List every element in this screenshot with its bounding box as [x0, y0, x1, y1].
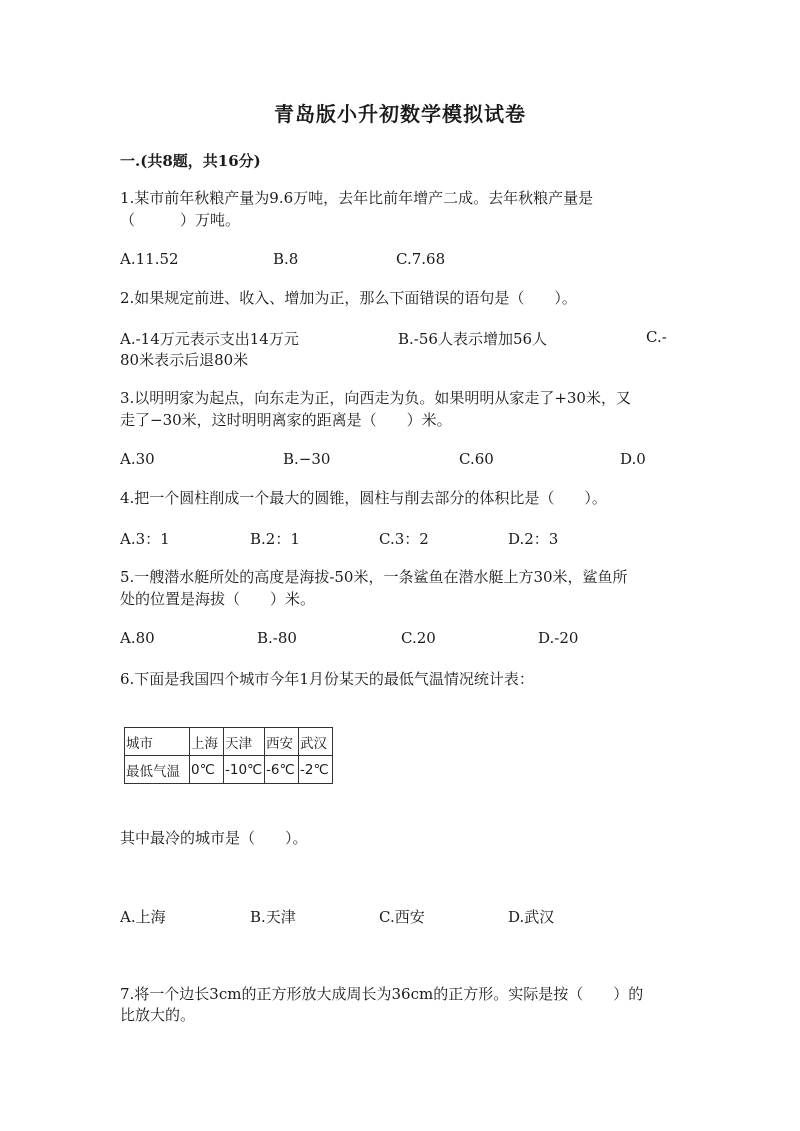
- question-2-line-1: 2.如果规定前进、收入、增加为正，那么下面错误的语句是（ ）。: [120, 289, 577, 307]
- question-7-line-1: 7.将一个边长3cm的正方形放大成周长为36cm的正方形。实际是按（ ）的: [120, 985, 644, 1003]
- question-3-line-2: 走了−30米，这时明明离家的距离是（ ）米。: [120, 411, 452, 429]
- question-4-option-b[interactable]: B.2：1: [250, 530, 300, 548]
- question-5-option-a[interactable]: A.80: [120, 629, 155, 647]
- question-6-line-1: 6.下面是我国四个城市今年1月份某天的最低气温情况统计表：: [120, 670, 534, 688]
- table-header-cell: 西安: [265, 728, 299, 756]
- question-3-option-c[interactable]: C.60: [459, 450, 494, 468]
- question-3-line-1: 3.以明明家为起点，向东走为正，向西走为负。如果明明从家走了+30米，又: [120, 389, 631, 407]
- question-2-option-a[interactable]: A.-14万元表示支出14万元: [120, 330, 299, 348]
- question-1-line-1: 1.某市前年秋粮产量为9.6万吨，去年比前年增产二成。去年秋粮产量是: [120, 189, 594, 207]
- question-7-line-2: 比放大的。: [120, 1006, 196, 1024]
- question-4-option-c[interactable]: C.3：2: [379, 530, 429, 548]
- question-3-option-b[interactable]: B.−30: [283, 450, 331, 468]
- question-2-option-b[interactable]: B.-56人表示增加56人: [398, 330, 548, 348]
- table-row: [125, 756, 333, 784]
- question-5-line-2: 处的位置是海拔（ ）米。: [120, 590, 316, 608]
- question-4-option-d[interactable]: D.2：3: [508, 530, 559, 548]
- question-5-line-1: 5.一艘潜水艇所处的高度是海拔-50米，一条鲨鱼在潜水艇上方30米，鲨鱼所: [120, 568, 628, 586]
- question-5-option-d[interactable]: D.-20: [538, 629, 579, 647]
- temperature-table: [124, 727, 333, 784]
- table-header-cell: 天津: [224, 728, 265, 756]
- question-6-option-c[interactable]: C.西安: [379, 908, 425, 926]
- table-header-row: [125, 728, 333, 756]
- table-header-cell: 城市: [125, 728, 190, 756]
- question-1-option-a[interactable]: A.11.52: [120, 250, 179, 268]
- table-cell: -10℃: [224, 756, 265, 784]
- question-5-option-c[interactable]: C.20: [401, 629, 436, 647]
- page-title: 青岛版小升初数学模拟试卷: [274, 102, 526, 126]
- question-5-option-b[interactable]: B.-80: [257, 629, 297, 647]
- question-6-option-d[interactable]: D.武汉: [508, 908, 555, 926]
- table-header-cell: 武汉: [299, 728, 333, 756]
- table-cell: -6℃: [265, 756, 299, 784]
- table-cell: 0℃: [190, 756, 224, 784]
- table-cell: -2℃: [299, 756, 333, 784]
- question-6-option-a[interactable]: A.上海: [120, 908, 166, 926]
- question-4-option-a[interactable]: A.3：1: [120, 530, 170, 548]
- question-6-followup: 其中最冷的城市是（ ）。: [120, 829, 308, 847]
- question-4-line-1: 4.把一个圆柱削成一个最大的圆锥，圆柱与削去部分的体积比是（ ）。: [120, 489, 607, 507]
- question-3-option-d[interactable]: D.0: [620, 450, 646, 468]
- question-2-option-c[interactable]: C.-: [646, 328, 667, 346]
- question-1-line-2: （ ）万吨。: [120, 211, 241, 229]
- question-3-option-a[interactable]: A.30: [120, 450, 155, 468]
- section-heading: 一.(共8题，共16分): [120, 152, 261, 170]
- question-1-option-b[interactable]: B.8: [273, 250, 299, 268]
- table-cell: 最低气温: [125, 756, 190, 784]
- question-1-option-c[interactable]: C.7.68: [396, 250, 446, 268]
- question-6-option-b[interactable]: B.天津: [250, 908, 296, 926]
- table-header-cell: 上海: [190, 728, 224, 756]
- question-2-option-c-continued: 80米表示后退80米: [120, 351, 249, 369]
